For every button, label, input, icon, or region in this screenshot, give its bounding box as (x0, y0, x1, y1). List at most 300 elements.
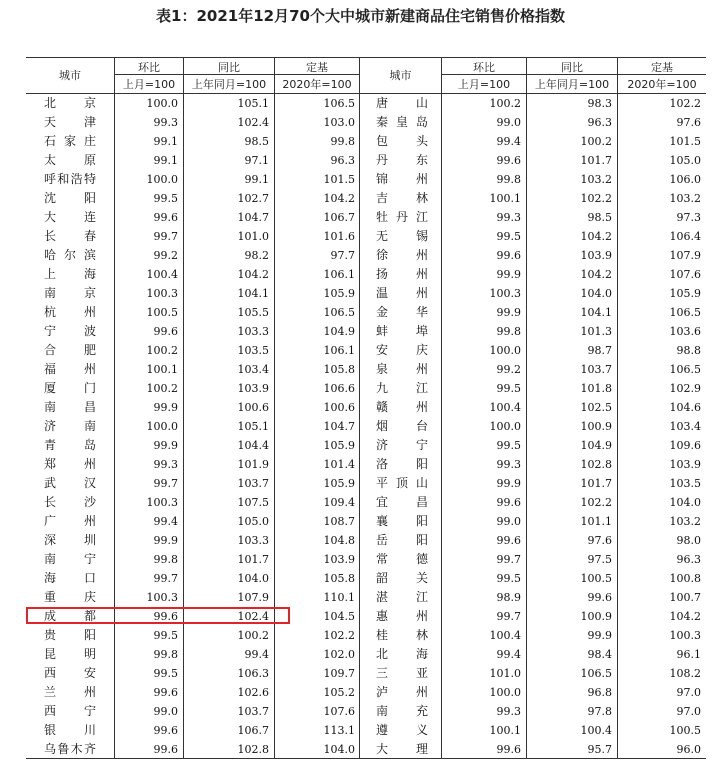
city-name: 济宁 (376, 438, 428, 452)
city-name: 西宁 (44, 704, 96, 718)
mom-value: 99.5 (496, 382, 521, 395)
mom-value: 99.7 (153, 572, 178, 585)
city-name: 烟台 (376, 419, 428, 433)
mom-value: 99.7 (496, 553, 521, 566)
table-row (26, 531, 706, 550)
city-name: 九江 (376, 381, 428, 395)
city-name: 襄阳 (376, 514, 428, 528)
base-value: 106.5 (323, 97, 355, 110)
city-name: 洛阳 (376, 457, 428, 471)
city-name: 武汉 (44, 476, 96, 490)
yoy-value: 96.8 (587, 686, 612, 699)
base-value: 106.0 (669, 173, 701, 186)
city-name: 杭州 (44, 305, 96, 319)
yoy-value: 99.6 (587, 591, 612, 604)
yoy-value: 96.3 (587, 116, 612, 129)
mom-value: 99.9 (153, 534, 178, 547)
mom-value: 99.9 (153, 401, 178, 414)
base-value: 100.3 (669, 629, 701, 642)
table-row (26, 664, 706, 683)
mom-value: 99.5 (496, 572, 521, 585)
city-name: 济南 (44, 419, 96, 433)
base-value: 96.3 (330, 154, 355, 167)
mom-value: 100.0 (489, 686, 521, 699)
yoy-value: 106.3 (237, 667, 269, 680)
mom-value: 99.2 (153, 249, 178, 262)
base-value: 100.7 (669, 591, 701, 604)
yoy-value: 104.1 (237, 287, 269, 300)
base-value: 99.8 (330, 135, 355, 148)
base-value: 100.5 (669, 724, 701, 737)
mom-value: 100.2 (489, 97, 521, 110)
mom-value: 99.3 (496, 211, 521, 224)
yoy-value: 103.9 (580, 249, 612, 262)
city-name: 大连 (44, 210, 96, 224)
table-header (26, 58, 706, 94)
city-name: 南充 (376, 704, 428, 718)
base-value: 97.0 (676, 705, 701, 718)
mom-value: 101.0 (489, 667, 521, 680)
yoy-value: 103.7 (237, 477, 269, 490)
table-row (26, 189, 706, 208)
yoy-value: 104.2 (580, 230, 612, 243)
city-name: 金华 (376, 305, 428, 319)
base-value: 103.2 (669, 515, 701, 528)
mom-value: 99.7 (153, 230, 178, 243)
city-name: 兰州 (44, 685, 96, 699)
table-row (26, 398, 706, 417)
city-name: 温州 (376, 286, 428, 300)
base-value: 108.2 (669, 667, 701, 680)
header-yoy-sub-right: 上年同月=100 (534, 78, 610, 91)
base-value: 100.8 (669, 572, 701, 585)
city-name: 泉州 (376, 362, 428, 376)
mom-value: 100.1 (489, 192, 521, 205)
mom-value: 99.6 (153, 610, 178, 623)
city-name: 厦门 (44, 381, 96, 395)
table-row (26, 550, 706, 569)
yoy-value: 103.3 (237, 534, 269, 547)
mom-value: 99.3 (496, 458, 521, 471)
base-value: 104.2 (669, 610, 701, 623)
city-name: 海口 (44, 571, 96, 585)
yoy-value: 95.7 (587, 743, 612, 756)
header-yoy-sub-left: 上年同月=100 (191, 78, 267, 91)
city-name: 青岛 (44, 438, 96, 452)
table-row (26, 455, 706, 474)
base-value: 97.7 (330, 249, 355, 262)
yoy-value: 105.1 (237, 420, 269, 433)
mom-value: 99.0 (153, 705, 178, 718)
base-value: 103.2 (669, 192, 701, 205)
city-name: 常德 (376, 552, 428, 566)
city-name: 乌鲁木齐 (44, 742, 96, 756)
mom-value: 99.6 (153, 743, 178, 756)
base-value: 102.2 (669, 97, 701, 110)
yoy-value: 102.8 (580, 458, 612, 471)
mom-value: 99.7 (496, 610, 521, 623)
mom-value: 99.5 (153, 667, 178, 680)
base-value: 107.6 (323, 705, 355, 718)
mom-value: 99.8 (153, 553, 178, 566)
city-name: 丹东 (376, 153, 428, 167)
header-yoy-left: 同比 (218, 61, 240, 74)
table-row (26, 645, 706, 664)
yoy-value: 103.5 (237, 344, 269, 357)
header-divider (442, 74, 706, 75)
base-value: 104.6 (669, 401, 701, 414)
yoy-value: 102.4 (237, 610, 269, 623)
yoy-value: 106.5 (580, 667, 612, 680)
mom-value: 99.8 (496, 325, 521, 338)
city-name: 哈尔滨 (44, 248, 96, 262)
mom-value: 100.5 (146, 306, 178, 319)
base-value: 98.8 (676, 344, 701, 357)
yoy-value: 104.2 (580, 268, 612, 281)
base-value: 105.9 (323, 439, 355, 452)
mom-value: 99.9 (496, 306, 521, 319)
header-base-left: 定基 (306, 61, 328, 74)
header-base-sub-right: 2020年=100 (627, 78, 697, 91)
city-name: 南昌 (44, 400, 96, 414)
base-value: 98.0 (676, 534, 701, 547)
base-value: 104.0 (323, 743, 355, 756)
table-row (26, 284, 706, 303)
table-row (26, 151, 706, 170)
city-name: 广州 (44, 514, 96, 528)
table-row (26, 208, 706, 227)
mom-value: 100.0 (489, 344, 521, 357)
base-value: 101.5 (323, 173, 355, 186)
base-value: 113.1 (323, 724, 355, 737)
yoy-value: 105.1 (237, 97, 269, 110)
mom-value: 99.4 (496, 135, 521, 148)
header-yoy-right: 同比 (561, 61, 583, 74)
yoy-value: 97.6 (587, 534, 612, 547)
header-mom-right: 环比 (473, 61, 495, 74)
mom-value: 99.5 (153, 629, 178, 642)
city-name: 北海 (376, 647, 428, 661)
city-name: 牡丹江 (376, 210, 428, 224)
yoy-value: 104.2 (237, 268, 269, 281)
table-row (26, 170, 706, 189)
header-base-right: 定基 (651, 61, 673, 74)
city-name: 西安 (44, 666, 96, 680)
city-name: 泸州 (376, 685, 428, 699)
yoy-value: 99.1 (244, 173, 269, 186)
mom-value: 99.8 (153, 648, 178, 661)
base-value: 96.0 (676, 743, 701, 756)
yoy-value: 103.2 (580, 173, 612, 186)
mom-value: 99.9 (153, 439, 178, 452)
mom-value: 100.4 (146, 268, 178, 281)
mom-value: 99.4 (496, 648, 521, 661)
city-name: 贵阳 (44, 628, 96, 642)
city-name: 宁波 (44, 324, 96, 338)
yoy-value: 103.3 (237, 325, 269, 338)
base-value: 96.1 (676, 648, 701, 661)
city-name: 安庆 (376, 343, 428, 357)
table-row (26, 379, 706, 398)
mom-value: 100.0 (489, 420, 521, 433)
city-name: 太原 (44, 153, 96, 167)
mom-value: 99.6 (496, 534, 521, 547)
mom-value: 99.6 (496, 154, 521, 167)
table-row (26, 360, 706, 379)
base-value: 106.5 (669, 306, 701, 319)
city-name: 呼和浩特 (44, 172, 96, 186)
yoy-value: 100.9 (580, 420, 612, 433)
table-row (26, 227, 706, 246)
yoy-value: 100.6 (237, 401, 269, 414)
header-mom-sub-left: 上月=100 (122, 78, 176, 91)
mom-value: 99.8 (496, 173, 521, 186)
base-value: 103.5 (669, 477, 701, 490)
base-value: 108.7 (323, 515, 355, 528)
yoy-value: 98.5 (244, 135, 269, 148)
table-row (26, 721, 706, 740)
city-name: 成都 (44, 609, 96, 623)
yoy-value: 102.8 (237, 743, 269, 756)
city-name: 平顶山 (376, 476, 428, 490)
yoy-value: 104.9 (580, 439, 612, 452)
mom-value: 99.5 (153, 192, 178, 205)
mom-value: 100.1 (489, 724, 521, 737)
base-value: 106.5 (323, 306, 355, 319)
table-row (26, 702, 706, 721)
table-row (26, 113, 706, 132)
yoy-value: 103.7 (580, 363, 612, 376)
mom-value: 100.4 (489, 629, 521, 642)
city-name: 昆明 (44, 647, 96, 661)
base-value: 101.5 (669, 135, 701, 148)
yoy-value: 101.3 (580, 325, 612, 338)
base-value: 105.8 (323, 363, 355, 376)
yoy-value: 104.0 (580, 287, 612, 300)
mom-value: 100.0 (146, 173, 178, 186)
city-name: 石家庄 (44, 134, 96, 148)
table-row (26, 474, 706, 493)
yoy-value: 104.7 (237, 211, 269, 224)
city-name: 湛江 (376, 590, 428, 604)
yoy-value: 102.6 (237, 686, 269, 699)
base-value: 103.9 (669, 458, 701, 471)
mom-value: 100.3 (146, 496, 178, 509)
yoy-value: 104.0 (237, 572, 269, 585)
yoy-value: 100.9 (580, 610, 612, 623)
yoy-value: 103.7 (237, 705, 269, 718)
table-body (26, 94, 706, 759)
header-base-sub-left: 2020年=100 (282, 78, 352, 91)
base-value: 105.2 (323, 686, 355, 699)
base-value: 110.1 (323, 591, 355, 604)
city-name: 无锡 (376, 229, 428, 243)
base-value: 97.0 (676, 686, 701, 699)
city-name: 长沙 (44, 495, 96, 509)
yoy-value: 99.4 (244, 648, 269, 661)
yoy-value: 101.7 (237, 553, 269, 566)
city-name: 大理 (376, 742, 428, 756)
yoy-value: 101.7 (580, 154, 612, 167)
mom-value: 100.3 (146, 287, 178, 300)
mom-value: 99.6 (153, 686, 178, 699)
mom-value: 99.3 (153, 458, 178, 471)
mom-value: 99.1 (153, 154, 178, 167)
base-value: 97.3 (676, 211, 701, 224)
mom-value: 99.6 (153, 211, 178, 224)
table-row (26, 588, 706, 607)
base-value: 96.3 (676, 553, 701, 566)
base-value: 106.7 (323, 211, 355, 224)
yoy-value: 98.2 (244, 249, 269, 262)
mom-value: 99.3 (496, 705, 521, 718)
table-row (26, 512, 706, 531)
base-value: 105.9 (669, 287, 701, 300)
yoy-value: 104.1 (580, 306, 612, 319)
table-row (26, 341, 706, 360)
yoy-value: 106.7 (237, 724, 269, 737)
city-name: 桂林 (376, 628, 428, 642)
city-name: 北京 (44, 96, 96, 110)
mom-value: 99.1 (153, 135, 178, 148)
yoy-value: 97.5 (587, 553, 612, 566)
mom-value: 99.6 (153, 724, 178, 737)
mom-value: 100.0 (146, 420, 178, 433)
mom-value: 99.2 (496, 363, 521, 376)
table-row (26, 683, 706, 702)
yoy-value: 98.5 (587, 211, 612, 224)
city-name: 惠州 (376, 609, 428, 623)
base-value: 104.0 (669, 496, 701, 509)
city-name: 上海 (44, 267, 96, 281)
header-city-left: 城市 (59, 69, 81, 82)
mom-value: 98.9 (496, 591, 521, 604)
city-name: 三亚 (376, 666, 428, 680)
base-value: 104.7 (323, 420, 355, 433)
table-row (26, 94, 706, 113)
city-name: 郑州 (44, 457, 96, 471)
table-row (26, 265, 706, 284)
yoy-value: 100.2 (237, 629, 269, 642)
yoy-value: 102.5 (580, 401, 612, 414)
mom-value: 100.3 (146, 591, 178, 604)
table-row (26, 322, 706, 341)
base-value: 102.2 (323, 629, 355, 642)
city-name: 沈阳 (44, 191, 96, 205)
yoy-value: 98.3 (587, 97, 612, 110)
mom-value: 99.4 (153, 515, 178, 528)
city-name: 南京 (44, 286, 96, 300)
yoy-value: 101.9 (237, 458, 269, 471)
yoy-value: 99.9 (587, 629, 612, 642)
mom-value: 99.5 (496, 230, 521, 243)
yoy-value: 103.4 (237, 363, 269, 376)
price-index-table (26, 57, 706, 759)
city-name: 扬州 (376, 267, 428, 281)
city-name: 蚌埠 (376, 324, 428, 338)
yoy-value: 105.0 (237, 515, 269, 528)
base-value: 103.6 (669, 325, 701, 338)
mom-value: 99.5 (496, 439, 521, 452)
city-name: 福州 (44, 362, 96, 376)
base-value: 101.6 (323, 230, 355, 243)
base-value: 97.6 (676, 116, 701, 129)
city-name: 岳阳 (376, 533, 428, 547)
mom-value: 99.7 (153, 477, 178, 490)
city-name: 遵义 (376, 723, 428, 737)
yoy-value: 97.1 (244, 154, 269, 167)
base-value: 107.9 (669, 249, 701, 262)
yoy-value: 101.7 (580, 477, 612, 490)
yoy-value: 107.5 (237, 496, 269, 509)
table-row (26, 132, 706, 151)
yoy-value: 101.8 (580, 382, 612, 395)
base-value: 109.4 (323, 496, 355, 509)
base-value: 100.6 (323, 401, 355, 414)
city-name: 重庆 (44, 590, 96, 604)
base-value: 109.7 (323, 667, 355, 680)
table-row (26, 246, 706, 265)
table-row (26, 436, 706, 455)
yoy-value: 100.4 (580, 724, 612, 737)
yoy-value: 105.5 (237, 306, 269, 319)
mom-value: 100.1 (146, 363, 178, 376)
mom-value: 99.6 (153, 325, 178, 338)
table-row (26, 303, 706, 322)
city-name: 唐山 (376, 96, 428, 110)
header-divider (114, 74, 359, 75)
mom-value: 99.6 (496, 743, 521, 756)
mom-value: 99.0 (496, 515, 521, 528)
mom-value: 99.9 (496, 477, 521, 490)
yoy-value: 102.7 (237, 192, 269, 205)
yoy-value: 102.2 (580, 496, 612, 509)
yoy-value: 101.0 (237, 230, 269, 243)
city-name: 银川 (44, 723, 96, 737)
mom-value: 99.3 (153, 116, 178, 129)
city-name: 长春 (44, 229, 96, 243)
city-name: 吉林 (376, 191, 428, 205)
mom-value: 100.3 (489, 287, 521, 300)
yoy-value: 97.8 (587, 705, 612, 718)
header-city-right: 城市 (389, 69, 412, 82)
yoy-value: 98.4 (587, 648, 612, 661)
yoy-value: 100.5 (580, 572, 612, 585)
base-value: 104.5 (323, 610, 355, 623)
table-row (26, 569, 706, 588)
city-name: 深圳 (44, 533, 96, 547)
mom-value: 100.0 (146, 97, 178, 110)
yoy-value: 98.7 (587, 344, 612, 357)
base-value: 103.4 (669, 420, 701, 433)
mom-value: 100.2 (146, 382, 178, 395)
city-name: 锦州 (376, 172, 428, 186)
base-value: 104.8 (323, 534, 355, 547)
base-value: 102.9 (669, 382, 701, 395)
base-value: 109.6 (669, 439, 701, 452)
table-row (26, 417, 706, 436)
mom-value: 99.6 (496, 249, 521, 262)
yoy-value: 107.9 (237, 591, 269, 604)
table-row (26, 626, 706, 645)
header-mom-sub-right: 上月=100 (457, 78, 511, 91)
base-value: 106.1 (323, 344, 355, 357)
base-value: 103.0 (323, 116, 355, 129)
base-value: 102.0 (323, 648, 355, 661)
base-value: 107.6 (669, 268, 701, 281)
city-name: 包头 (376, 134, 428, 148)
table-title: 表1：2021年12月70个大中城市新建商品住宅销售价格指数 (156, 7, 565, 25)
